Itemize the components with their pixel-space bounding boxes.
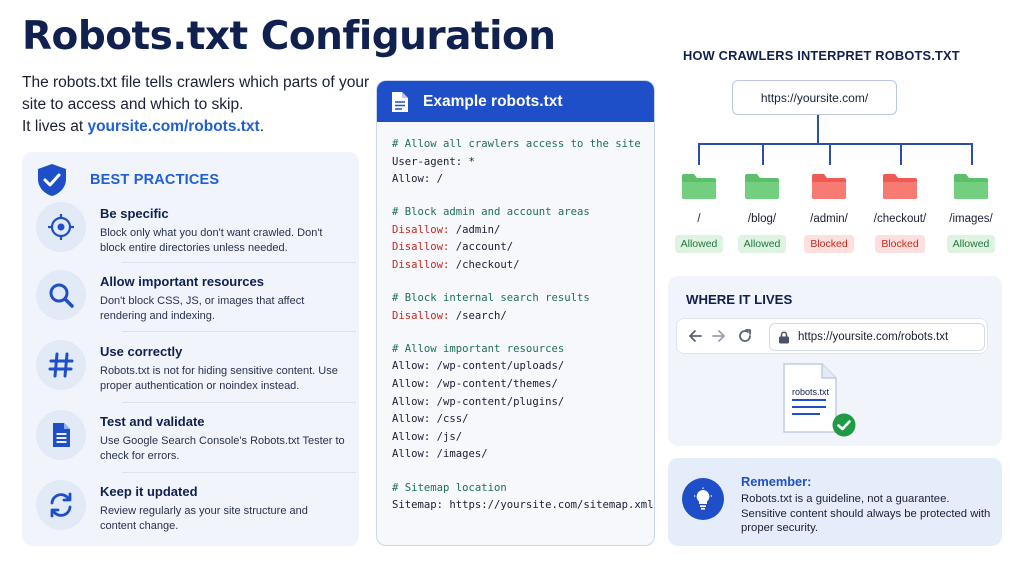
reload-icon[interactable] <box>737 328 753 344</box>
shield-check-icon <box>36 163 68 197</box>
refresh-icon <box>47 491 75 519</box>
practice-description: Block only what you don't want crawled. Don't block entire directories unless needed. <box>100 227 323 254</box>
tree-node-admin <box>799 172 859 253</box>
disallow-keyword: Disallow: <box>392 223 450 236</box>
hash-icon <box>47 351 75 379</box>
tree-connector <box>971 143 973 165</box>
divider <box>122 262 356 263</box>
disallow-keyword: Disallow: <box>392 241 450 254</box>
practice-description: Use Google Search Console's Robots.txt Tester to check for errors. <box>100 435 345 462</box>
tree-connector <box>698 143 700 165</box>
divider <box>122 402 356 403</box>
tree-connector <box>829 143 831 165</box>
tree-connector <box>900 143 902 165</box>
file-icon <box>391 91 409 113</box>
status-badge: Blocked <box>804 235 853 253</box>
tree-connector <box>698 143 972 145</box>
code-line: Allow: /js/ <box>392 430 463 443</box>
tree-node-blog <box>732 172 792 253</box>
practice-description: Review regularly as your site structure and content change. <box>100 505 308 532</box>
disallow-path: /account/ <box>449 241 514 254</box>
folder-icon <box>681 172 717 200</box>
node-path: /admin/ <box>810 213 848 225</box>
browser-bar <box>676 318 988 354</box>
code-line: Sitemap: https://yoursite.com/sitemap.xml <box>392 499 654 512</box>
disallow-keyword: Disallow: <box>392 259 450 272</box>
folder-icon <box>811 172 847 200</box>
robots-file-icon <box>780 362 840 434</box>
example-card-title: Example robots.txt <box>423 92 563 110</box>
code-line: # Allow important resources <box>392 342 565 355</box>
file-label: robots.txt <box>792 387 830 397</box>
code-line <box>392 239 654 257</box>
code-line: Allow: / <box>392 173 444 186</box>
target-icon <box>47 213 75 241</box>
remember-panel <box>668 458 1002 546</box>
lock-icon <box>778 331 790 344</box>
tree-node-checkout <box>870 172 930 253</box>
code-line: Allow: /css/ <box>392 413 469 426</box>
intro-lives-suffix: . <box>259 118 265 135</box>
robots-code <box>377 122 654 515</box>
folder-icon <box>953 172 989 200</box>
practice-item-use-correctly <box>36 340 346 406</box>
document-icon <box>47 421 75 449</box>
divider <box>122 331 356 332</box>
code-line: Allow: /wp-content/themes/ <box>392 378 558 391</box>
code-line: Allow: /wp-content/uploads/ <box>392 360 565 373</box>
magnifier-icon <box>47 281 75 309</box>
code-line: # Sitemap location <box>392 481 507 494</box>
disallow-path: /search/ <box>449 309 507 322</box>
example-robots-card <box>376 80 655 546</box>
code-line: # Block internal search results <box>392 292 590 305</box>
status-badge: Blocked <box>875 235 924 253</box>
tree-node-images <box>941 172 1001 253</box>
crawlers-heading: HOW CRAWLERS INTERPRET ROBOTS.TXT <box>683 48 960 63</box>
disallow-path: /checkout/ <box>449 259 520 272</box>
disallow-keyword: Disallow: <box>392 309 450 322</box>
divider <box>122 472 356 473</box>
where-it-lives-panel <box>668 276 1002 446</box>
practice-title: Be specific <box>100 206 169 221</box>
intro-text <box>22 72 372 138</box>
disallow-path: /admin/ <box>449 223 501 236</box>
code-gap <box>392 325 654 341</box>
address-bar[interactable] <box>769 323 985 351</box>
status-badge: Allowed <box>675 235 724 253</box>
code-gap <box>392 189 654 205</box>
back-arrow-icon[interactable] <box>687 328 703 344</box>
practice-item-keep-updated <box>36 480 346 546</box>
tree-connector <box>817 115 819 143</box>
address-url: https://yoursite.com/robots.txt <box>798 331 949 343</box>
robots-url-link[interactable]: yoursite.com/robots.txt <box>87 118 260 135</box>
folder-icon <box>882 172 918 200</box>
folder-icon <box>744 172 780 200</box>
tree-connector <box>762 143 764 165</box>
example-card-header <box>377 81 654 122</box>
code-line: Allow: /images/ <box>392 448 488 461</box>
check-circle-icon <box>832 413 856 437</box>
code-gap <box>392 275 654 291</box>
code-line <box>392 257 654 275</box>
root-url-box: https://yoursite.com/ <box>732 80 897 115</box>
practice-item-test-validate <box>36 410 346 476</box>
forward-arrow-icon[interactable] <box>711 328 727 344</box>
practice-description: Don't block CSS, JS, or images that affect rendering and indexing. <box>100 295 305 322</box>
practice-title: Use correctly <box>100 344 183 359</box>
practice-title: Keep it updated <box>100 484 198 499</box>
code-line: Allow: /wp-content/plugins/ <box>392 395 565 408</box>
node-path: /blog/ <box>747 213 777 225</box>
code-gap <box>392 464 654 480</box>
where-it-lives-heading: WHERE IT LIVES <box>686 292 793 307</box>
code-line <box>392 308 654 326</box>
lightbulb-icon <box>691 487 715 511</box>
tree-node-root <box>669 172 729 253</box>
code-line: # Block admin and account areas <box>392 206 590 219</box>
node-path: /checkout/ <box>873 213 927 225</box>
status-badge: Allowed <box>738 235 787 253</box>
code-line <box>392 222 654 240</box>
remember-title: Remember: <box>741 474 812 489</box>
practice-description: Robots.txt is not for hiding sensitive content. Use proper authentication or noindex instead. <box>100 365 338 392</box>
best-practices-panel <box>22 152 359 546</box>
best-practices-title: BEST PRACTICES <box>90 172 220 188</box>
practice-item-allow-resources <box>36 270 346 336</box>
code-line: User-agent: * <box>392 155 475 168</box>
intro-lives-prefix: It lives at <box>22 118 88 135</box>
page-title: Robots.txt Configuration <box>22 14 556 59</box>
node-path: / <box>697 213 701 225</box>
intro-description: The robots.txt file tells crawlers which parts of your site to access and which to skip. <box>22 74 370 113</box>
status-badge: Allowed <box>947 235 996 253</box>
best-practices-header <box>36 162 219 198</box>
practice-title: Test and validate <box>100 414 205 429</box>
node-path: /images/ <box>949 213 993 225</box>
code-line: # Allow all crawlers access to the site <box>392 138 641 150</box>
remember-text: Robots.txt is a guideline, not a guarantee. Sensitive content should always be protected with proper security. <box>741 493 991 534</box>
practice-title: Allow important resources <box>100 274 264 289</box>
practice-item-be-specific <box>36 202 346 268</box>
